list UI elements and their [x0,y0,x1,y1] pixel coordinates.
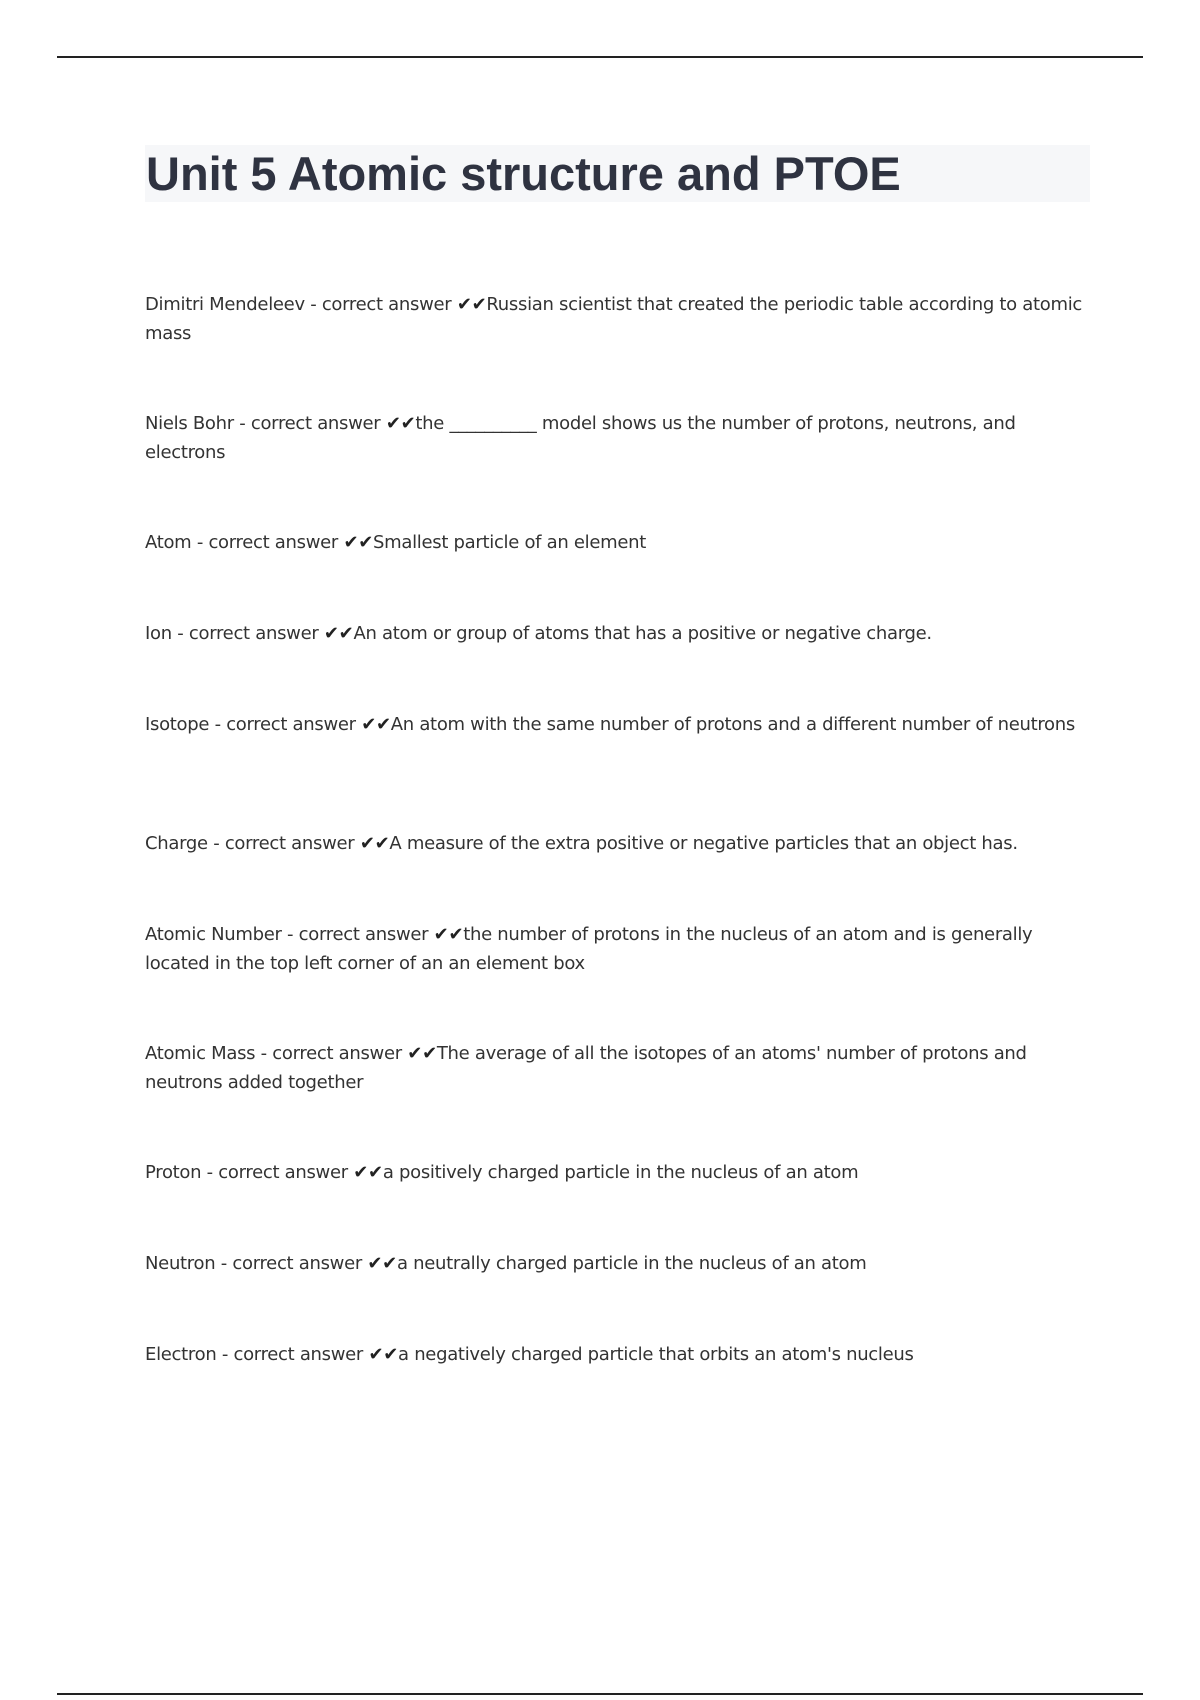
card-separator: - correct answer [171,623,324,644]
card-definition: The average of all the isotopes of an atoms' number of protons and neutrons added together [145,1043,1027,1093]
double-check-icon: ✔✔ [433,924,464,945]
double-check-icon: ✔✔ [407,1043,437,1064]
card-term: Neutron [145,1253,216,1274]
card-definition: An atom with the same number of protons and a different number of neutrons [390,714,1075,735]
flashcard-item [145,1158,1085,1249]
flashcard-item [145,528,1085,619]
card-definition: An atom or group of atoms that has a positive or negative charge. [353,623,932,644]
card-separator: - correct answer [191,532,344,553]
card-definition: a neutrally charged particle in the nucleus of an atom [396,1253,867,1274]
card-term: Charge [145,833,208,854]
card-term: Isotope [145,714,210,735]
flashcard-item [145,1340,1085,1431]
double-check-icon: ✔✔ [456,294,487,315]
double-check-icon: ✔✔ [361,714,391,735]
card-separator: - correct answer [207,833,360,854]
flashcard-item [145,409,1085,528]
card-separator: - correct answer [216,1344,369,1365]
card-definition: the number of protons in the nucleus of an atom and is generally located in the top left corner of an an element box [145,924,1033,974]
double-check-icon: ✔✔ [385,413,416,434]
flashcard-item [145,1249,1085,1340]
bottom-rule [57,1693,1143,1695]
card-term: Atomic Number [145,924,282,945]
double-check-icon: ✔✔ [368,1344,399,1365]
title-banner [145,145,1090,202]
top-rule [57,56,1143,58]
card-separator: - correct answer [304,294,457,315]
card-definition: A measure of the extra positive or negative particles that an object has. [389,833,1018,854]
card-term: Ion [145,623,172,644]
card-term: Electron [145,1344,217,1365]
card-separator: - correct answer [255,1043,408,1064]
card-term: Dimitri Mendeleev [145,294,305,315]
card-separator: - correct answer [215,1253,368,1274]
card-term: Proton [145,1162,202,1183]
card-term: Atom [145,532,192,553]
card-term: Atomic Mass [145,1043,256,1064]
card-definition: a negatively charged particle that orbits an atom's nucleus [398,1344,914,1365]
card-definition: Russian scientist that created the periodic table according to atomic mass [145,294,1083,344]
double-check-icon: ✔✔ [359,833,390,854]
card-separator: - correct answer [209,714,362,735]
double-check-icon: ✔✔ [367,1253,397,1274]
flashcard-list [145,290,1085,1431]
card-separator: - correct answer [233,413,386,434]
double-check-icon: ✔✔ [323,623,354,644]
card-separator: - correct answer [201,1162,354,1183]
flashcard-item [145,829,1085,920]
document-title: Unit 5 Atomic structure and PTOE [146,147,901,200]
flashcard-item [145,920,1085,1039]
flashcard-item [145,619,1085,710]
card-definition: the __________ model shows us the number of protons, neutrons, and electrons [145,413,1016,463]
card-definition: a positively charged particle in the nucleus of an atom [382,1162,859,1183]
double-check-icon: ✔✔ [353,1162,383,1183]
card-term: Niels Bohr [145,413,234,434]
double-check-icon: ✔✔ [343,532,374,553]
flashcard-item [145,1039,1085,1158]
flashcard-item [145,710,1085,829]
card-definition: Smallest particle of an element [373,532,647,553]
card-separator: - correct answer [281,924,434,945]
flashcard-item [145,290,1085,409]
